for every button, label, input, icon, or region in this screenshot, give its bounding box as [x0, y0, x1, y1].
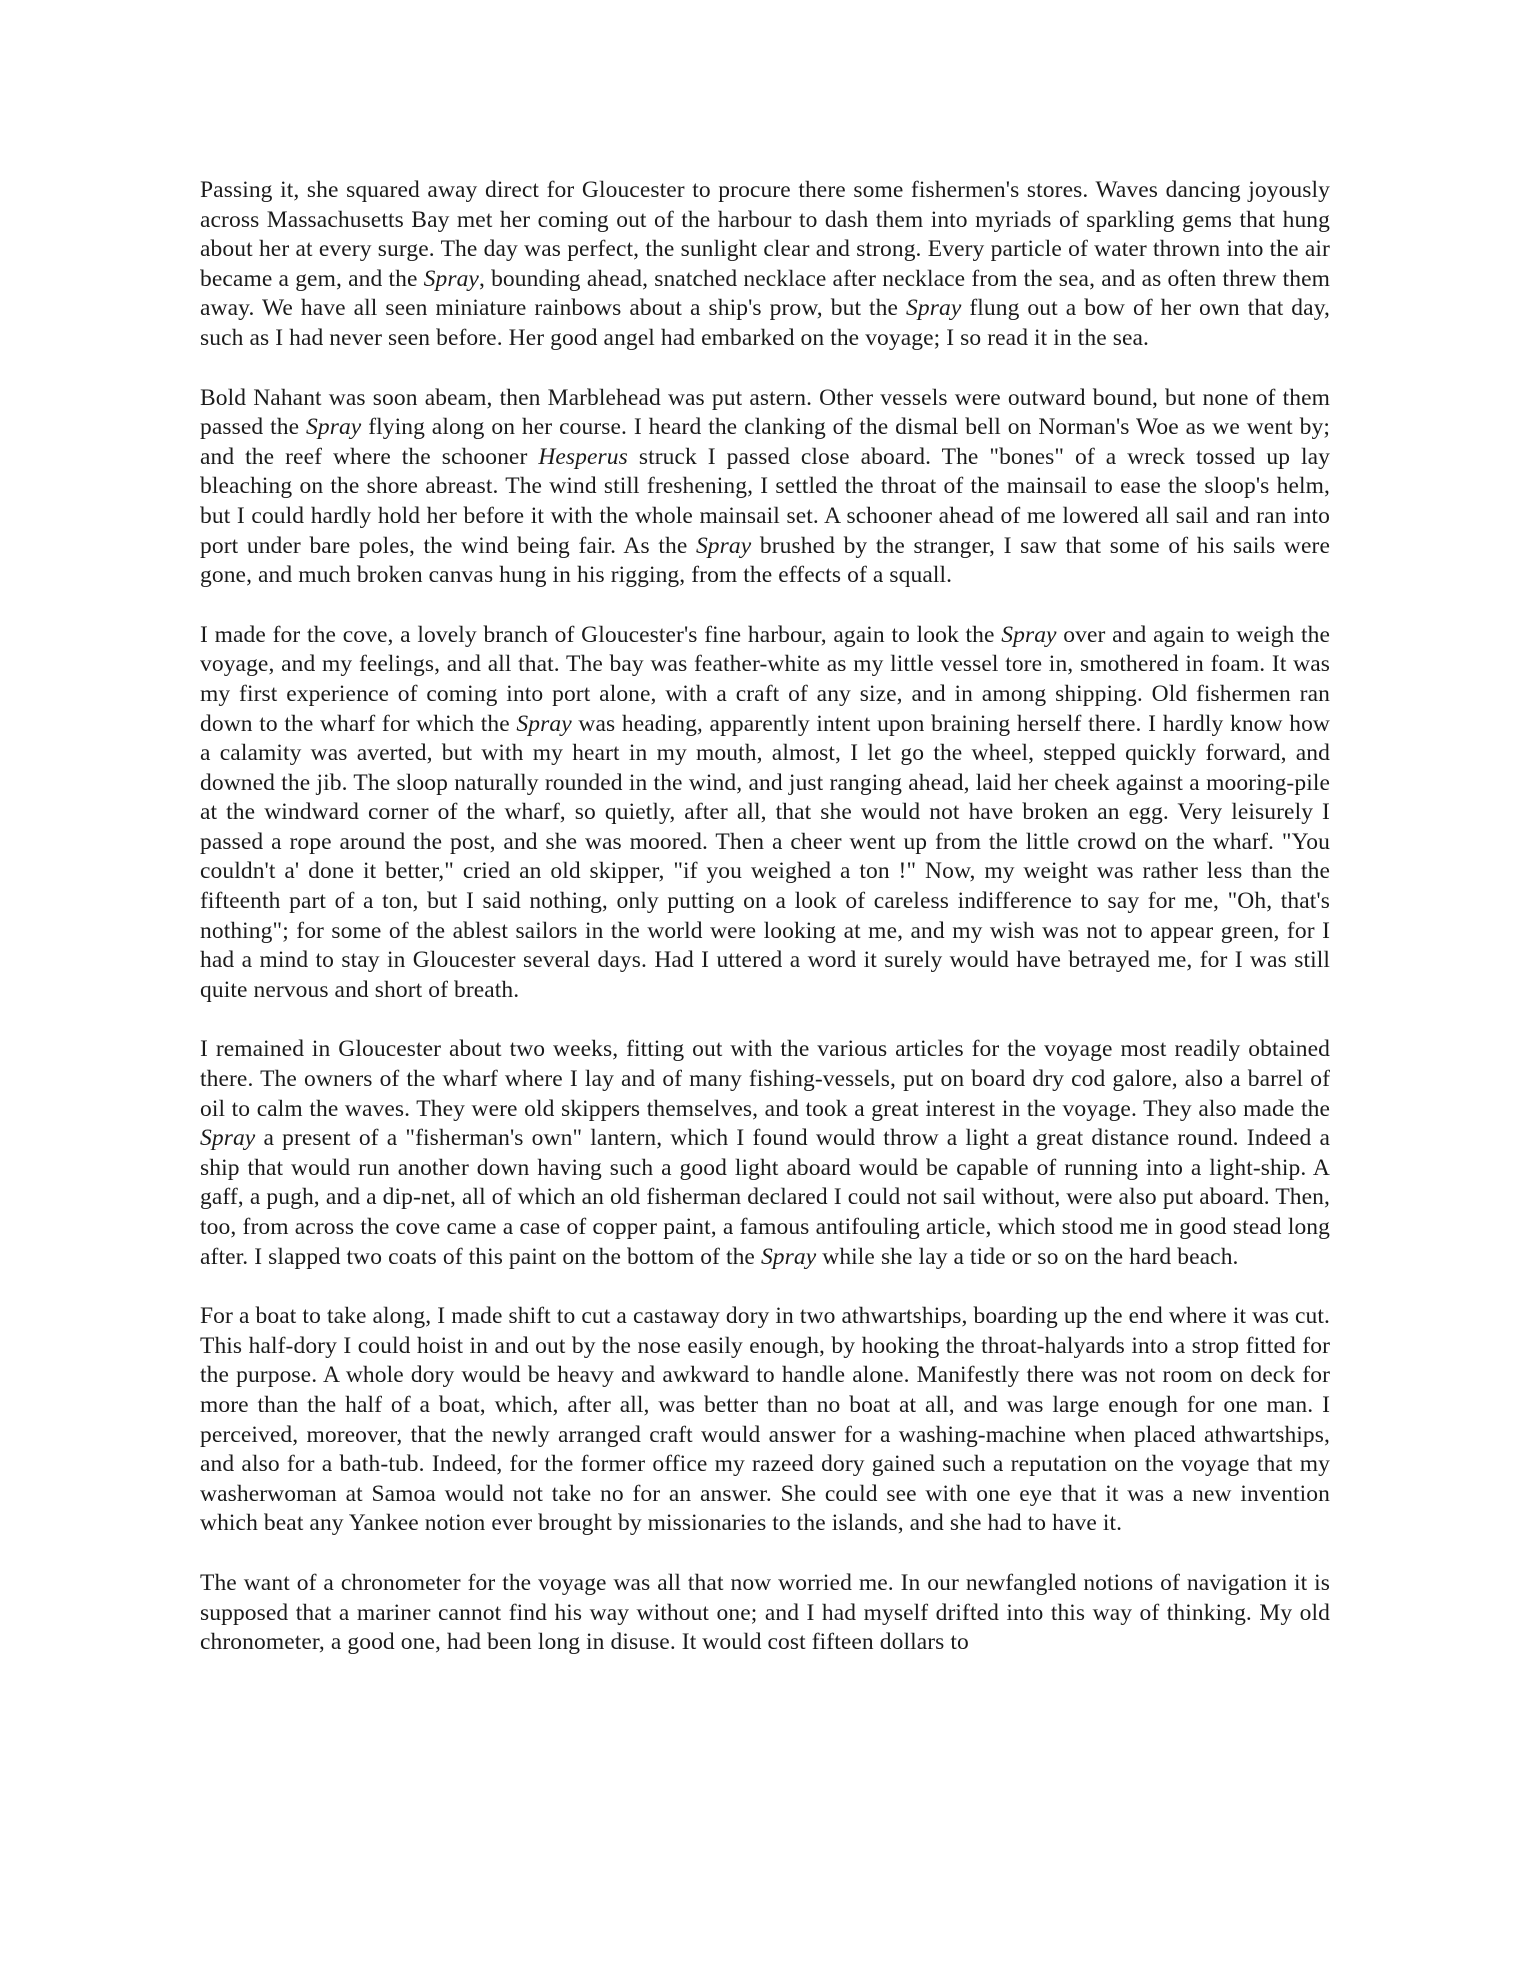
text-segment: brushed by the stranger, I saw that some of his sails were gone, and much broken canvas hung in his rigging, from the effects of a squall.: [200, 532, 1330, 589]
paragraph: [200, 621, 1330, 1006]
paragraph: [200, 384, 1330, 591]
text-segment: over and again to weigh the voyage, and my feelings, and all that. The bay was feather-white as my little vessel tore in, smothered in foam. It was my first experience of coming into port alone, with a craft of any size, and in among shipping. Old fishermen ran down to the wharf for which the: [200, 621, 1331, 737]
italic-text-segment: Spray: [200, 1125, 256, 1152]
text-segment: Bold Nahant was soon abeam, then Marblehead was put astern. Other vessels were outward bound, but none of them passed the: [200, 384, 1330, 441]
italic-text-segment: Spray: [695, 532, 752, 559]
paragraph: [200, 176, 1330, 354]
paragraph: [200, 1569, 1330, 1658]
italic-text-segment: Spray: [1001, 621, 1057, 648]
text-segment: For a boat to take along, I made shift to cut a castaway dory in two athwartships, boarding up the end where it was cut. This half-dory I could hoist in and out by the nose easily enough, by hooking the throat-halyards into a strop fitted for the purpose. A whole dory would be heavy and awkward to handle alone. Manifestly there was not room on deck for more than the half of a boat, which, after all, was better than no boat at all, and was large enough for one man. I perceived, moreover, that the newly arranged craft would answer for a washing-machine when placed athwartships, and also for a bath-tub. Indeed, for the former office my razeed dory gained such a reputation on the voyage that my washerwoman at Samoa would not take no for an answer. She could see with one eye that it was a new invention which beat any Yankee notion ever brought by missionaries to the islands, and she had to have it.: [200, 1303, 1330, 1537]
text-segment: Passing it, she squared away direct for Gloucester to procure there some fishermen's stores. Waves dancing joyously across Massachusetts Bay met her coming out of the harbour to dash them into myriads of sparkling gems that hung about her at every surge. The day was perfect, the sunlight clear and strong. Every particle of water thrown into the air became a gem, and the: [200, 177, 1330, 292]
italic-text-segment: Spray: [306, 414, 362, 441]
italic-text-segment: Spray: [516, 710, 572, 737]
text-segment: I made for the cove, a lovely branch of Gloucester's fine harbour, again to look the: [200, 621, 1002, 648]
paragraph: [200, 1302, 1330, 1539]
text-segment: flying along on her course. I heard the clanking of the dismal bell on Norman's Woe as we went by; and the reef where the schooner: [200, 414, 1330, 470]
italic-text-segment: Spray: [906, 295, 962, 322]
paragraph: [200, 1035, 1330, 1272]
text-segment: , bounding ahead, snatched necklace after necklace from the sea, and as often threw them away. We have all seen miniature rainbows about a ship's prow, but the: [200, 265, 1330, 322]
text-segment: The want of a chronometer for the voyage was all that now worried me. In our newfangled notions of navigation it is supposed that a mariner cannot find his way without one; and I had myself drifted into this way of thinking. My old chronometer, a good one, had been long in disuse. It would cost fifteen dollars to: [200, 1569, 1330, 1656]
text-segment: while she lay a tide or so on the hard beach.: [816, 1243, 1239, 1270]
text-content: [200, 176, 1330, 1658]
text-segment: was heading, apparently intent upon braining herself there. I hardly know how a calamity was averted, but with my heart in my mouth, almost, I let go the wheel, stepped quickly forward, and downed the jib. The sloop naturally rounded in the wind, and just ranging ahead, laid her cheek against a mooring-pile at the windward corner of the wharf, so quietly, after all, that she would not have broken an egg. Very leisurely I passed a rope around the post, and she was moored. Then a cheer went up from the little crowd on the wharf. "You couldn't a' done it better," cried an old skipper, "if you weighed a ton !" Now, my weight was rather less than the fifteenth part of a ton, but I said nothing, only putting on a look of careless indifference to say for me, "Oh, that's nothing"; for some of the ablest sailors in the world were looking at me, and my wish was not to appear green, for I had a mind to stay in Gloucester several days. Had I uttered a word it surely would have betrayed me, for I was still quite nervous and short of breath.: [200, 710, 1330, 1003]
text-segment: a present of a "fisherman's own" lantern, which I found would throw a light a great distance round. Indeed a ship that would run another down having such a good light aboard would be capable of running into a light-ship. A gaff, a pugh, and a dip-net, all of which an old fisherman declared I could not sail without, were also put aboard. Then, too, from across the cove came a case of copper paint, a famous antifouling article, which stood me in good stead long after. I slapped two coats of this paint on the bottom of the: [200, 1125, 1330, 1270]
italic-text-segment: Hesperus: [538, 443, 628, 470]
text-segment: I remained in Gloucester about two weeks, fitting out with the various articles for the voyage most readily obtained there. The owners of the wharf where I lay and of many fishing-vessels, put on board dry cod galore, also a barrel of oil to calm the waves. They were old skippers themselves, and took a great interest in the voyage. They also made the: [200, 1036, 1330, 1122]
text-segment: struck I passed close aboard. The "bones" of a wreck tossed up lay bleaching on the shore abreast. The wind still freshening, I settled the throat of the mainsail to ease the sloop's helm, but I could hardly hold her before it with the whole mainsail set. A schooner ahead of me lowered all sail and ran into port under bare poles, the wind being fair. As the: [200, 443, 1330, 559]
italic-text-segment: Spray: [760, 1243, 817, 1270]
italic-text-segment: Spray: [423, 265, 479, 292]
text-segment: flung out a bow of her own that day, such as I had never seen before. Her good angel had embarked on the voyage; I so read it in the sea.: [200, 295, 1330, 351]
